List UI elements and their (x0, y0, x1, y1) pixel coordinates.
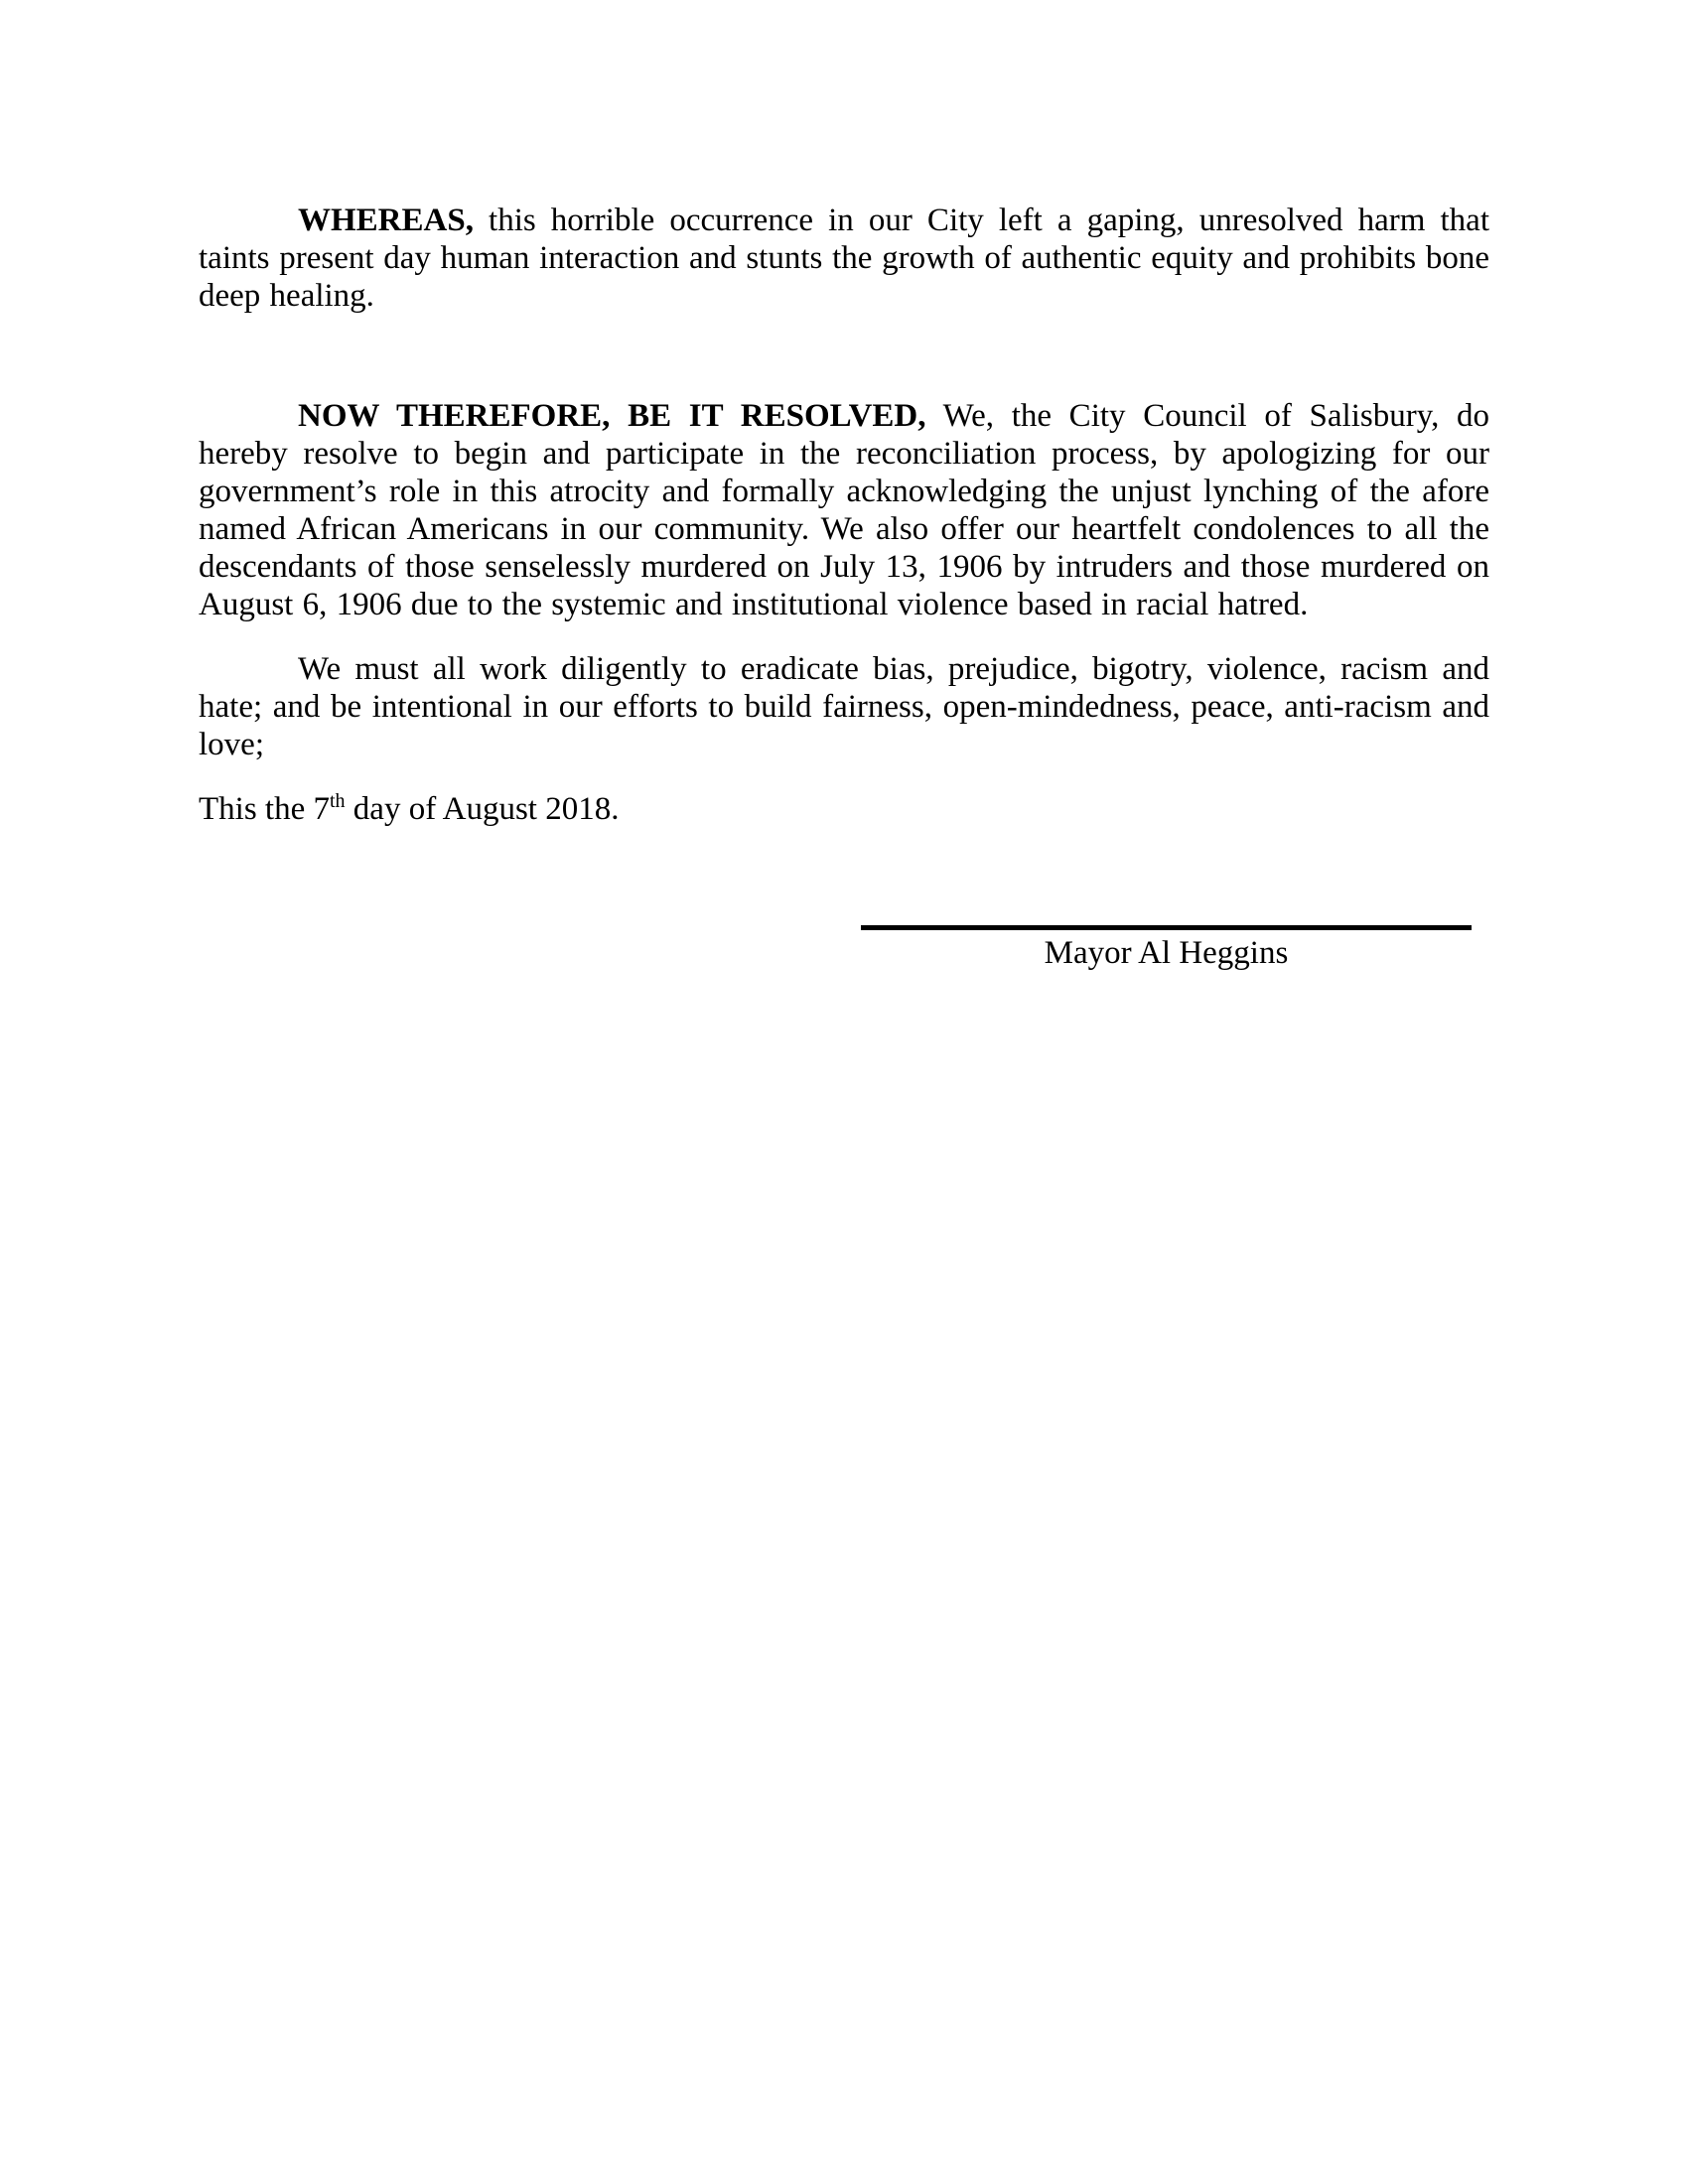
signature-name: Mayor Al Heggins (1044, 935, 1289, 971)
signature-block (861, 925, 1472, 972)
date-line (199, 790, 1489, 828)
date-line-prefix: This the 7 (199, 791, 330, 827)
paragraph-whereas-body: this horrible occurrence in our City left a gaping, unresolved harm that taints present day human interaction and stunts the growth of authentic equity and prohibits bone deep healing. (199, 203, 1489, 314)
paragraph-work-body: We must all work diligently to eradicate bias, prejudice, bigotry, violence, racism and hate; and be intentional in our efforts to build fairness, open-mindedness, peace, anti-racism and love; (199, 651, 1489, 762)
paragraph-resolved-lead: NOW THEREFORE, BE IT RESOLVED, (298, 398, 926, 434)
date-line-suffix: day of August 2018. (345, 791, 620, 827)
paragraph-resolved (199, 397, 1489, 623)
resolution-text (199, 0, 1489, 972)
paragraph-work (199, 650, 1489, 763)
paragraph-resolved-body: We, the City Council of Salisbury, do hereby resolve to begin and participate in the reconciliation process, by apologizing for our government’s role in this atrocity and formally acknowledging the unjust lynching of the afore named African Americans in our community. We also offer our heartfelt condolences to all the descendants of those senselessly murdered on July 13, 1906 by intruders and those murdered on August 6, 1906 due to the systemic and institutional violence based in racial hatred. (199, 398, 1490, 622)
paragraph-whereas-lead: WHEREAS, (298, 203, 474, 238)
date-ordinal-superscript: th (329, 790, 346, 812)
paragraph-whereas (199, 202, 1489, 315)
